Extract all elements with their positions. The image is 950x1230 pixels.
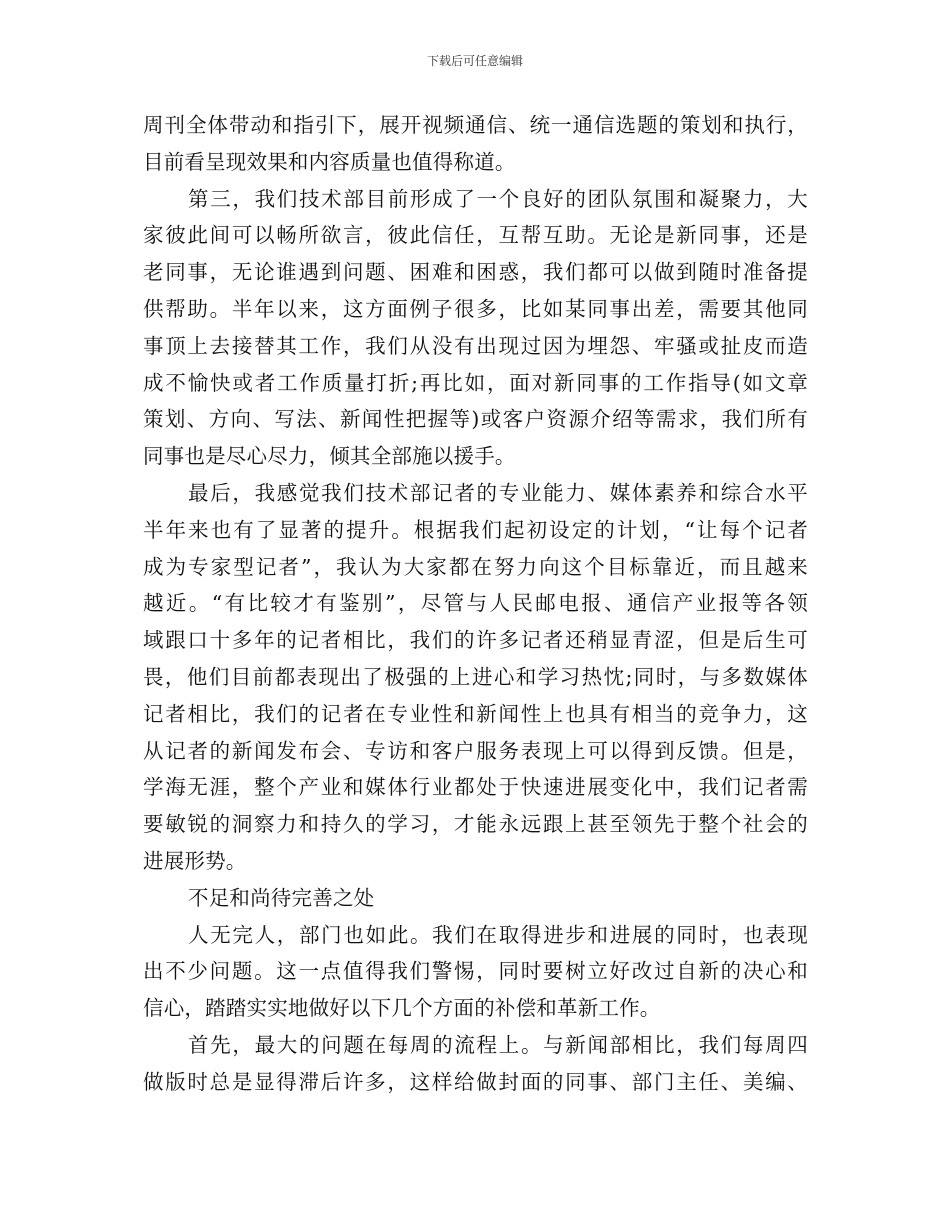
text-line: 域跟口十多年的记者相比，我们的许多记者还稍显青涩，但是后生可	[143, 628, 808, 653]
text-line: 首先，最大的问题在每周的流程上。与新闻部相比，我们每周四	[188, 1032, 808, 1057]
text-line: 学海无涯，整个产业和媒体行业都处于快速进展变化中，我们记者需	[143, 775, 808, 800]
text-line: 畏，他们目前都表现出了极强的上进心和学习热忱;同时，与多数媒体	[143, 664, 808, 689]
text-line: 第三，我们技术部目前形成了一个良好的团队氛围和凝聚力，大	[188, 186, 808, 211]
text-line: 成为专家型记者”，我认为大家都在努力向这个目标靠近，而且越来	[143, 554, 808, 579]
text-line: 最后，我感觉我们技术部记者的专业能力、媒体素养和综合水平	[188, 480, 808, 505]
text-line: 家彼此间可以畅所欲言，彼此信任，互帮互助。无论是新同事，还是	[143, 223, 808, 248]
text-line: 供帮助。半年以来，这方面例子很多，比如某同事出差，需要其他同	[143, 296, 808, 321]
text-line: 从记者的新闻发布会、专访和客户服务表现上可以得到反馈。但是，	[143, 738, 808, 763]
text-line: 做版时总是显得滞后许多，这样给做封面的同事、部门主任、美编、	[143, 1069, 808, 1094]
text-line: 周刊全体带动和指引下，展开视频通信、统一通信选题的策划和执行，	[143, 113, 808, 137]
text-line: 成不愉快或者工作质量打折;再比如，面对新同事的工作指导(如文章	[143, 370, 808, 395]
text-line: 不足和尚待完善之处	[188, 885, 375, 910]
text-line: 人无完人，部门也如此。我们在取得进步和进展的同时，也表现	[188, 922, 808, 947]
text-line: 半年来也有了显著的提升。根据我们起初设定的计划，“让每个记者	[143, 517, 808, 542]
page-header: 下载后可任意编辑	[426, 54, 523, 68]
text-line: 目前看呈现效果和内容质量也值得称道。	[143, 149, 516, 174]
text-line: 记者相比，我们的记者在专业性和新闻性上也具有相当的竞争力，这	[143, 701, 808, 726]
text-line: 事顶上去接替其工作，我们从没有出现过因为埋怨、牢骚或扯皮而造	[143, 333, 808, 358]
text-line: 同事也是尽心尽力，倾其全部施以援手。	[143, 444, 516, 469]
text-line: 老同事，无论谁遇到问题、困难和困惑，我们都可以做到随时准备提	[143, 260, 808, 285]
text-line: 策划、方向、写法、新闻性把握等)或客户资源介绍等需求，我们所有	[143, 407, 808, 432]
text-line: 出不少问题。这一点值得我们警惕，同时要树立好改过自新的决心和	[143, 959, 808, 984]
text-line: 越近。“有比较才有鉴别”，尽管与人民邮电报、通信产业报等各领	[143, 591, 808, 616]
text-line: 要敏锐的洞察力和持久的学习，才能永远跟上甚至领先于整个社会的	[143, 812, 808, 837]
document-body	[143, 107, 808, 1101]
text-line: 进展形势。	[143, 848, 247, 873]
text-line: 信心，踏踏实实地做好以下几个方面的补偿和革新工作。	[143, 996, 661, 1021]
